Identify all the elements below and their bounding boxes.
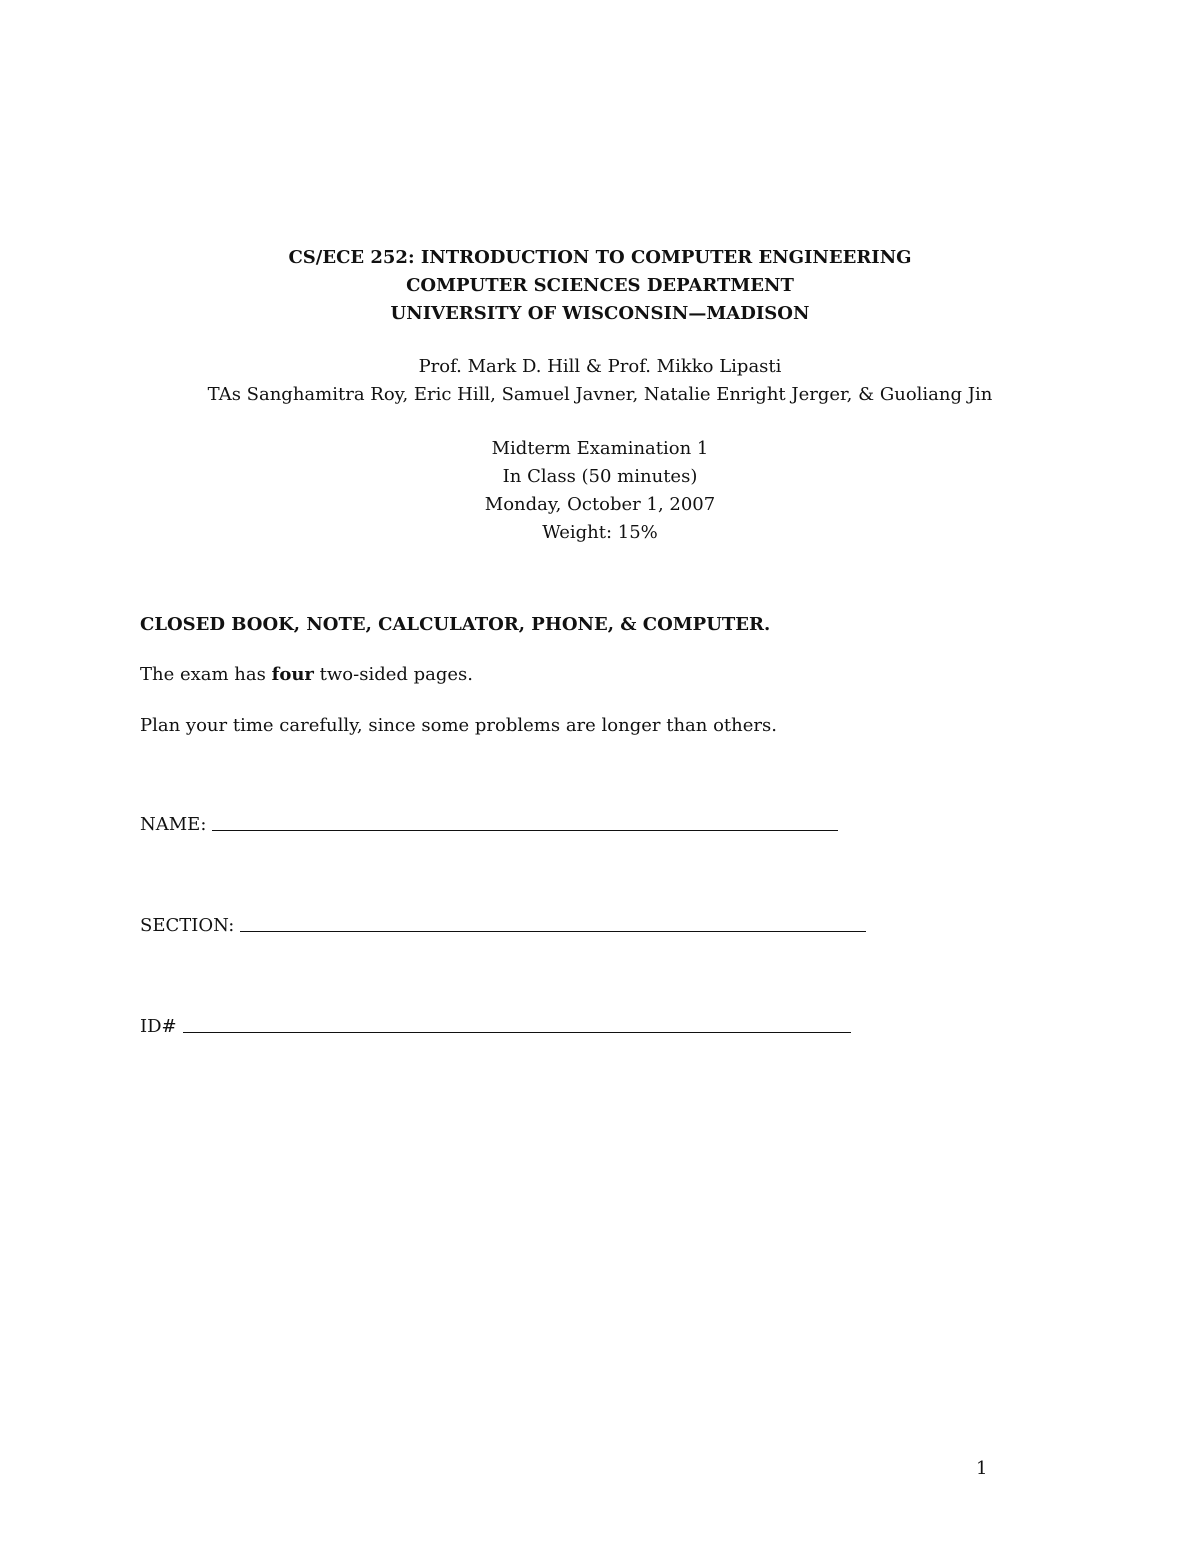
pages-prefix: The exam has — [140, 664, 272, 685]
section-field[interactable] — [140, 915, 866, 936]
tas-line: TAs Sanghamitra Roy, Eric Hill, Samuel Javner, Natalie Enright Jerger, & Guoliang Jin — [207, 384, 993, 405]
course-header — [0, 244, 1200, 328]
staff-block — [0, 353, 1200, 409]
id-underline[interactable] — [183, 1031, 851, 1033]
closed-book-notice: CLOSED BOOK, NOTE, CALCULATOR, PHONE, & COMPUTER. — [140, 614, 771, 635]
id-field[interactable] — [140, 1016, 851, 1037]
plan-time-notice: Plan your time carefully, since some problems are longer than others. — [140, 715, 777, 736]
course-title: CS/ECE 252: INTRODUCTION TO COMPUTER ENGINEERING — [288, 247, 912, 268]
name-field[interactable] — [140, 814, 838, 835]
university-title: UNIVERSITY OF WISCONSIN—MADISON — [390, 303, 810, 324]
professors-line: Prof. Mark D. Hill & Prof. Mikko Lipasti — [418, 356, 782, 377]
exam-weight: Weight: 15% — [542, 522, 658, 543]
pages-count: four — [271, 664, 314, 685]
section-underline[interactable] — [240, 930, 866, 932]
page-number: 1 — [976, 1458, 988, 1479]
exam-title: Midterm Examination 1 — [491, 438, 709, 459]
id-label: ID# — [140, 1016, 177, 1037]
name-label: NAME: — [140, 814, 207, 835]
exam-format: In Class (50 minutes) — [502, 466, 698, 487]
department-title: COMPUTER SCIENCES DEPARTMENT — [406, 275, 794, 296]
pages-suffix: two-sided pages. — [313, 664, 474, 685]
exam-date: Monday, October 1, 2007 — [484, 494, 716, 515]
exam-info-block — [0, 435, 1200, 547]
pages-notice — [140, 664, 473, 685]
name-underline[interactable] — [212, 829, 838, 831]
section-label: SECTION: — [140, 915, 235, 936]
